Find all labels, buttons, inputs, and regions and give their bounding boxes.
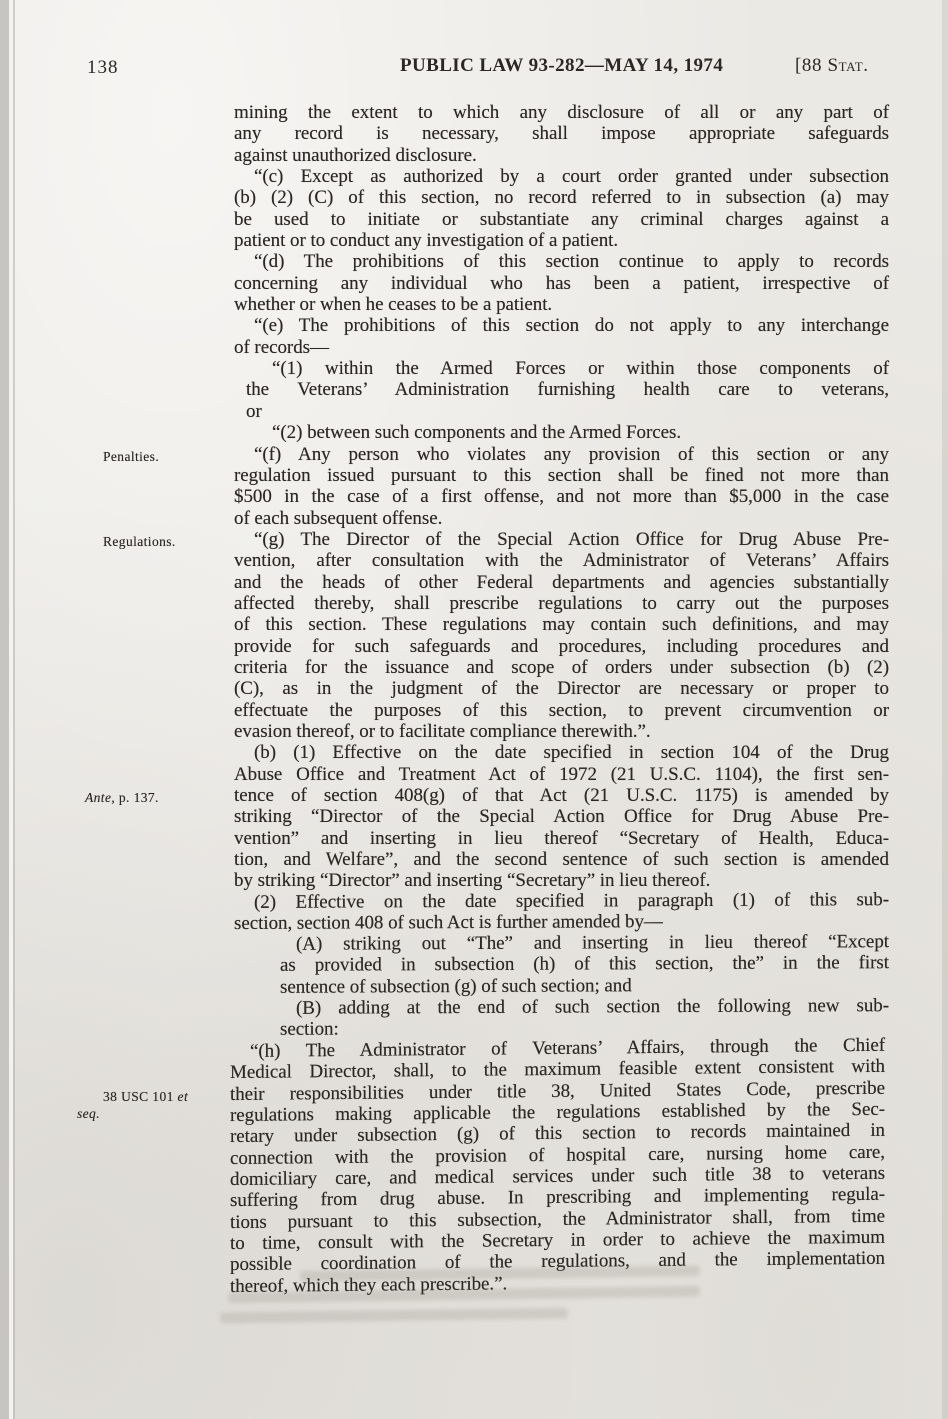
text-line: section: xyxy=(280,1019,339,1041)
text-line: vention” and inserting in lieu thereof “Secretary of Health, Educa- xyxy=(234,827,889,849)
body-text xyxy=(230,102,889,1297)
scan-edge-line xyxy=(13,0,15,1419)
text-line: tence of section 408(g) of that Act (21 U.S.C. 1175) is amended by xyxy=(234,785,889,806)
text-line: concerning any individual who has been a patient, irrespective of xyxy=(234,272,889,294)
page-number: 138 xyxy=(87,57,119,78)
statute-paragraph xyxy=(234,251,889,315)
text-line: as provided in subsection (h) of this section, the” in the first xyxy=(280,952,889,977)
text-line: any record is necessary, shall impose appropriate safeguards xyxy=(234,123,889,145)
text-line: mining the extent to which any disclosure of all or any part of xyxy=(234,102,889,123)
statute-paragraph xyxy=(234,102,889,166)
statute-paragraph xyxy=(234,422,889,443)
text-line: “(f) Any person who violates any provision of this section or any xyxy=(254,443,889,465)
stat-volume-label: [88 Stat. xyxy=(795,55,869,76)
statute-paragraph xyxy=(234,889,889,935)
margin-note-text: 38 USC 101 xyxy=(103,1088,178,1104)
scan-edge-right xyxy=(942,0,948,1419)
text-line: (A) striking out “The” and inserting in lieu thereof “Except xyxy=(296,931,889,956)
margin-note xyxy=(77,448,219,465)
text-line: regulation issued pursuant to this section shall be fined not more than xyxy=(234,464,889,486)
running-head-title: PUBLIC LAW 93-282—MAY 14, 1974 xyxy=(400,55,724,76)
text-line: possible coordination of the regulations, and the implementation xyxy=(230,1248,885,1276)
statute-paragraph xyxy=(234,315,889,358)
scan-edge-shadow xyxy=(0,0,9,1419)
margin-note-text: Ante, xyxy=(85,789,116,805)
text-line: affected thereby, shall prescribe regulations to carry out the purposes xyxy=(234,592,889,614)
text-line: to time, consult with the Secretary in order to achieve the maximum xyxy=(230,1226,885,1255)
statute-paragraph xyxy=(234,529,889,742)
statute-paragraph xyxy=(230,1035,885,1297)
text-line: evasion thereof, or to facilitate compliance therewith.”. xyxy=(234,720,651,742)
text-line: sentence of subsection (g) of such section; and xyxy=(280,975,632,998)
text-line: “(e) The prohibitions of this section do not apply to any interchange xyxy=(254,315,889,337)
text-line: be used to initiate or substantiate any criminal charges against a xyxy=(234,208,889,230)
margin-note xyxy=(77,1088,219,1122)
text-line: of this section. These regulations may contain such definitions, and may xyxy=(234,614,889,636)
text-line: provide for such safeguards and procedures, including procedures and xyxy=(234,635,889,657)
text-line: “(1) within the Armed Forces or within those components of xyxy=(272,358,889,380)
statute-paragraph xyxy=(234,932,889,999)
text-line: their responsibilities under title 38, United States Code, prescribe xyxy=(230,1077,885,1105)
text-line: effectuate the purposes of this section, to prevent circumvention or xyxy=(234,699,889,721)
text-line: “(g) The Director of the Special Action Office for Drug Abuse Pre- xyxy=(254,528,889,550)
text-line: (B) adding at the end of such section the following new sub- xyxy=(296,995,889,1020)
text-line: the Veterans’ Administration furnishing health care to veterans, xyxy=(246,379,889,401)
bleedthrough-artifact xyxy=(220,1308,568,1324)
text-line: “(2) between such components and the Armed Forces. xyxy=(272,422,682,444)
text-line: of records— xyxy=(234,336,329,358)
text-line: thereof, which they each prescribe.”. xyxy=(230,1273,508,1297)
text-line: (2) Effective on the date specified in paragraph (1) of this sub- xyxy=(254,888,889,913)
statute-paragraph xyxy=(234,742,889,891)
margin-note-text: et xyxy=(177,1088,189,1104)
text-line: Medical Director, shall, to the maximum feasible extent consistent with xyxy=(230,1056,885,1084)
text-line: tions pursuant to this subsection, the Administrator shall, from time xyxy=(230,1205,885,1233)
text-line: whether or when he ceases to be a patient. xyxy=(234,294,553,316)
text-line: by striking “Director” and inserting “Secretary” in lieu thereof. xyxy=(234,870,711,892)
text-line: criteria for the issuance and scope of orders under subsection (b) (2) xyxy=(234,656,889,678)
margin-note-text: p. 137. xyxy=(115,789,159,805)
text-line: tion, and Welfare”, and the second sentence of such section is amended xyxy=(234,849,889,871)
text-line: Abuse Office and Treatment Act of 1972 (21 U.S.C. 1104), the first sen- xyxy=(234,763,889,785)
text-line: against unauthorized disclosure. xyxy=(234,144,477,166)
text-line: (C), as in the judgment of the Director are necessary or proper to xyxy=(234,678,889,700)
text-line: “(h) The Administrator of Veterans’ Affairs, through the Chief xyxy=(250,1034,885,1062)
text-line: (b) (1) Effective on the date specified in section 104 of the Drug xyxy=(254,742,889,764)
margin-note-text: Penalties. xyxy=(103,449,160,464)
text-line: and the heads of other Federal departments and agencies substantially xyxy=(234,571,889,593)
text-line: connection with the provision of hospital care, nursing home care, xyxy=(230,1141,885,1169)
text-line: or xyxy=(246,400,262,422)
text-line: “(d) The prohibitions of this section continue to apply to records xyxy=(254,251,889,273)
text-line: patient or to conduct any investigation of a patient. xyxy=(234,230,619,252)
statute-paragraph xyxy=(234,166,889,251)
text-line: retary under subsection (g) of this section to records maintained in xyxy=(230,1120,885,1148)
statute-paragraph xyxy=(234,444,889,529)
statute-paragraph xyxy=(234,996,889,1042)
margin-note xyxy=(77,533,219,550)
text-line: $500 in the case of a first offense, and not more than $5,000 in the case xyxy=(234,486,889,508)
text-line: “(c) Except as authorized by a court order granted under subsection xyxy=(254,166,889,188)
margin-note xyxy=(77,789,219,806)
margin-note-text: seq. xyxy=(77,1105,100,1121)
text-line: suffering from drug abuse. In prescribing and implementing regula- xyxy=(230,1184,885,1212)
text-line: striking “Director of the Special Action Office for Drug Abuse Pre- xyxy=(234,806,889,828)
text-line: (b) (2) (C) of this section, no record referred to in subsection (a) may xyxy=(234,187,889,209)
text-line: regulations making applicable the regulations established by the Sec- xyxy=(230,1098,885,1127)
text-line: section, section 408 of such Act is further amended by— xyxy=(234,911,663,935)
text-line: vention, after consultation with the Administrator of Veterans’ Affairs xyxy=(234,550,889,572)
margin-note-text: Regulations. xyxy=(103,534,176,549)
statute-paragraph xyxy=(234,358,889,422)
text-line: domiciliary care, and medical services under such title 38 to veterans xyxy=(230,1162,885,1191)
text-line: of each subsequent offense. xyxy=(234,507,443,529)
